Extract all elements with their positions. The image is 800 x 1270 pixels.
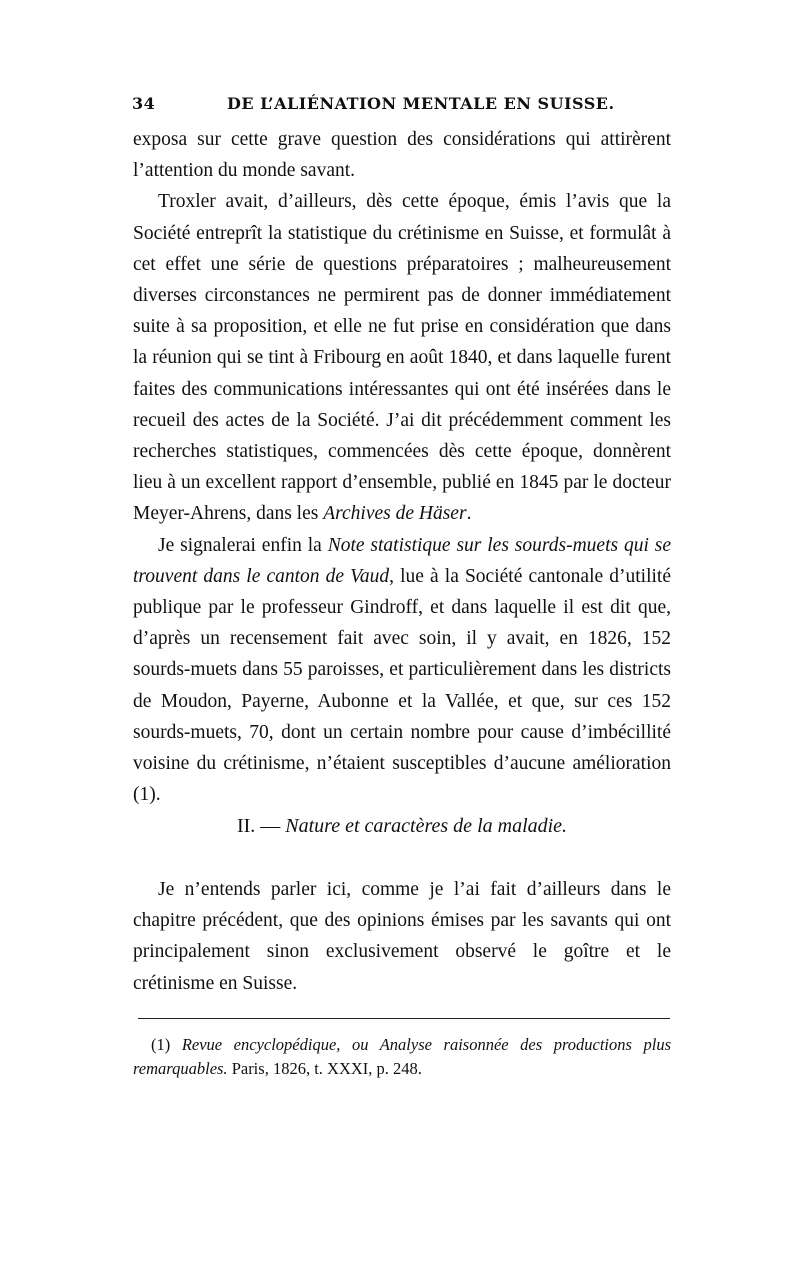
paragraph-1: exposa sur cette grave question des considérations qui attirèrent l’attention du monde savant. xyxy=(133,129,671,182)
section-text xyxy=(133,874,671,999)
paragraph-4: Je n’entends parler ici, comme je l’ai fait d’ailleurs dans le chapitre précédent, que des opinions émises par les savants qui ont principalement sinon exclusivement observé le goître et le crétinisme en Suisse. xyxy=(133,879,671,994)
paragraph-2 xyxy=(133,186,671,529)
footnote-marker: (1) xyxy=(151,1035,182,1054)
archives-title: Archives de Häser xyxy=(323,503,467,525)
section-number: II. — xyxy=(236,815,286,837)
footnote-rule xyxy=(138,1018,670,1019)
page-header xyxy=(132,94,672,118)
section-heading xyxy=(133,815,671,838)
paragraph-3 xyxy=(133,530,671,811)
page-number: 34 xyxy=(132,94,156,113)
main-text xyxy=(133,124,671,810)
footnote xyxy=(133,1033,671,1081)
paragraph-2-end: . xyxy=(466,503,472,525)
footnote-source-title: Revue encyclopédique, ou Analyse raisonnée des productions plus remarquables. xyxy=(133,1035,671,1078)
paragraph-3-rest: , lue à la Société cantonale d’utilité publique par le professeur Gindroff, et dans laquelle il est dit que, d’après un recensement fait avec soin, il y avait, en 1826, 152 sourds-muets dans 55 paroisses, et particulièrement dans les districts de Moudon, Payerne, Aubonne et la Vallée, et que, sur ces 152 sourds-muets, 70, dont un certain nombre pour cause d’imbécillité voisine du crétinisme, n’étaient susceptibles d’aucune amélioration (1). xyxy=(133,565,671,806)
running-title: DE L’ALIÉNATION MENTALE EN SUISSE. xyxy=(227,94,615,113)
footnote-text xyxy=(133,1033,671,1081)
paragraph-2-text: Troxler avait, d’ailleurs, dès cette époque, émis l’avis que la Société entreprît la statistique du crétinisme en Suisse, et formulât à cet effet une série de questions préparatoires ; malheureusement diverses circonstances ne permirent pas de donner immédiatement suite à sa proposition, et elle ne fut prise en considération que dans la réunion qui se tint à Fribourg en août 1840, et dans laquelle furent faites des communications intéressantes qui ont été insérées dans le recueil des actes de la Société. J’ai dit précédemment comment les recherches statistiques, commencées dès cette époque, donnèrent lieu à un excellent rapport d’ensemble, publié en 1845 par le docteur Meyer-Ahrens, dans les xyxy=(133,191,671,525)
paragraph-3-start: Je signalerai enfin la xyxy=(158,534,328,556)
note-title: Note statistique sur les sourds-muets qui se trouvent dans le canton de Vaud xyxy=(133,534,672,587)
section-title: Nature et caractères de la maladie. xyxy=(285,815,568,837)
footnote-details: Paris, 1826, t. XXXI, p. 248. xyxy=(227,1059,422,1078)
